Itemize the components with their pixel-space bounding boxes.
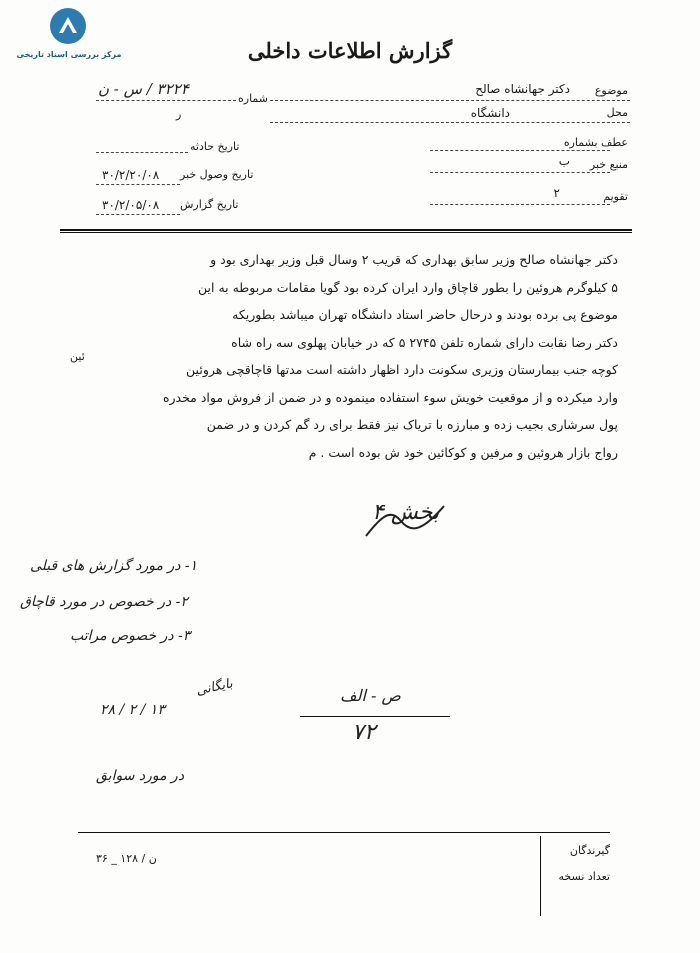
subject-value: دکتر جهانشاه صالح (475, 82, 570, 96)
rating-value: ۲ (553, 186, 560, 200)
handwritten-bottom-note: در مورد سوابق (96, 768, 185, 784)
report-body (78, 246, 618, 466)
body-line: موضوع پی برده بودند و درحال حاضر استاد دانشگاه تهران میباشد بطوریکه (232, 307, 618, 322)
archive-name: مرکز بررسی اسناد تاریخی (16, 50, 122, 59)
report-date-label: تاریخ گزارش (180, 198, 239, 211)
header-divider (60, 229, 632, 231)
officer-signature: بخش ۴ (372, 500, 440, 525)
footer-divider (78, 832, 610, 833)
report-date-value: ۳۰/۲/۰۵/۰۸ (102, 198, 160, 212)
copies-label: تعداد نسخه (558, 870, 610, 883)
handwritten-note: ۱- در مورد گزارش های قبلی (30, 558, 198, 574)
number-sub: ر (176, 108, 182, 121)
place-value: دانشگاه (470, 106, 510, 120)
handwritten-note: ۳- در خصوص مراتب (70, 628, 191, 644)
number-label: شماره (238, 92, 269, 105)
archive-logo (14, 6, 124, 66)
body-line: رواج بازار هروئین و مرفین و کوکائین خود ش بوده است . م (308, 444, 618, 460)
body-line: دکتر جهانشاه صالح وزیر سابق بهداری که قریب ۲ وسال قبل وزیر بهداری بود و (210, 252, 618, 267)
handwritten-mark: بایگانی (194, 676, 234, 699)
recipients-label: گیرندگان (569, 844, 610, 857)
source-value: ب (558, 154, 570, 168)
body-line: دکتر رضا نقابت دارای شماره تلفن ۲۷۴۵ ۵ که در خیابان پهلوی سه راه شاه (231, 334, 618, 350)
received-date-label: تاریخ وصول خبر (180, 168, 254, 181)
file-code-line2: ۷۲ (352, 720, 376, 745)
event-date-label: تاریخ حادثه (190, 140, 240, 153)
number-value: ۳۲۲۴ / س - ن (98, 80, 189, 98)
body-insert: ئین (70, 350, 85, 363)
signature-stroke-icon (360, 498, 450, 542)
place-label: محل (606, 106, 628, 119)
report-title: گزارش اطلاعات داخلی (247, 38, 453, 63)
rating-label: تقویم (603, 190, 628, 203)
subject-label: موضوع (594, 84, 628, 97)
reference-label: عطف بشماره (563, 136, 628, 149)
body-line: کوچه جنب بیمارستان وزیری سکونت دارد اظهار داشته است مدتها قاچاقچی هروئین (186, 362, 618, 377)
source-label: منبع خبر (589, 158, 628, 171)
document-code: ۳۶ _ ۱۲۸ / ن (96, 852, 157, 865)
received-date-value: ۳۰/۲/۲۰/۰۸ (102, 168, 160, 182)
body-line: وارد میکرده و از موقعیت خویش سوء استفاده مینموده و در ضمن از فروش مواد مخدره (162, 389, 618, 405)
archive-emblem-icon (48, 6, 88, 46)
file-code-line1: ص - الف (340, 686, 401, 705)
handwritten-note: ۲- در خصوص در مورد قاچاق (20, 594, 188, 610)
handwritten-date: ۲۸ / ۲ / ۱۳ (100, 702, 165, 718)
body-line: ۵ کیلوگرم هروئین را بطور قاچاق وارد ایران کرده بود گویا مقامات مربوطه به این (198, 279, 618, 295)
body-line: پول سرشاری بجیب زده و مبارزه با تریاک نیز فقط برای رد گم کردن و در ضمن (206, 417, 618, 432)
